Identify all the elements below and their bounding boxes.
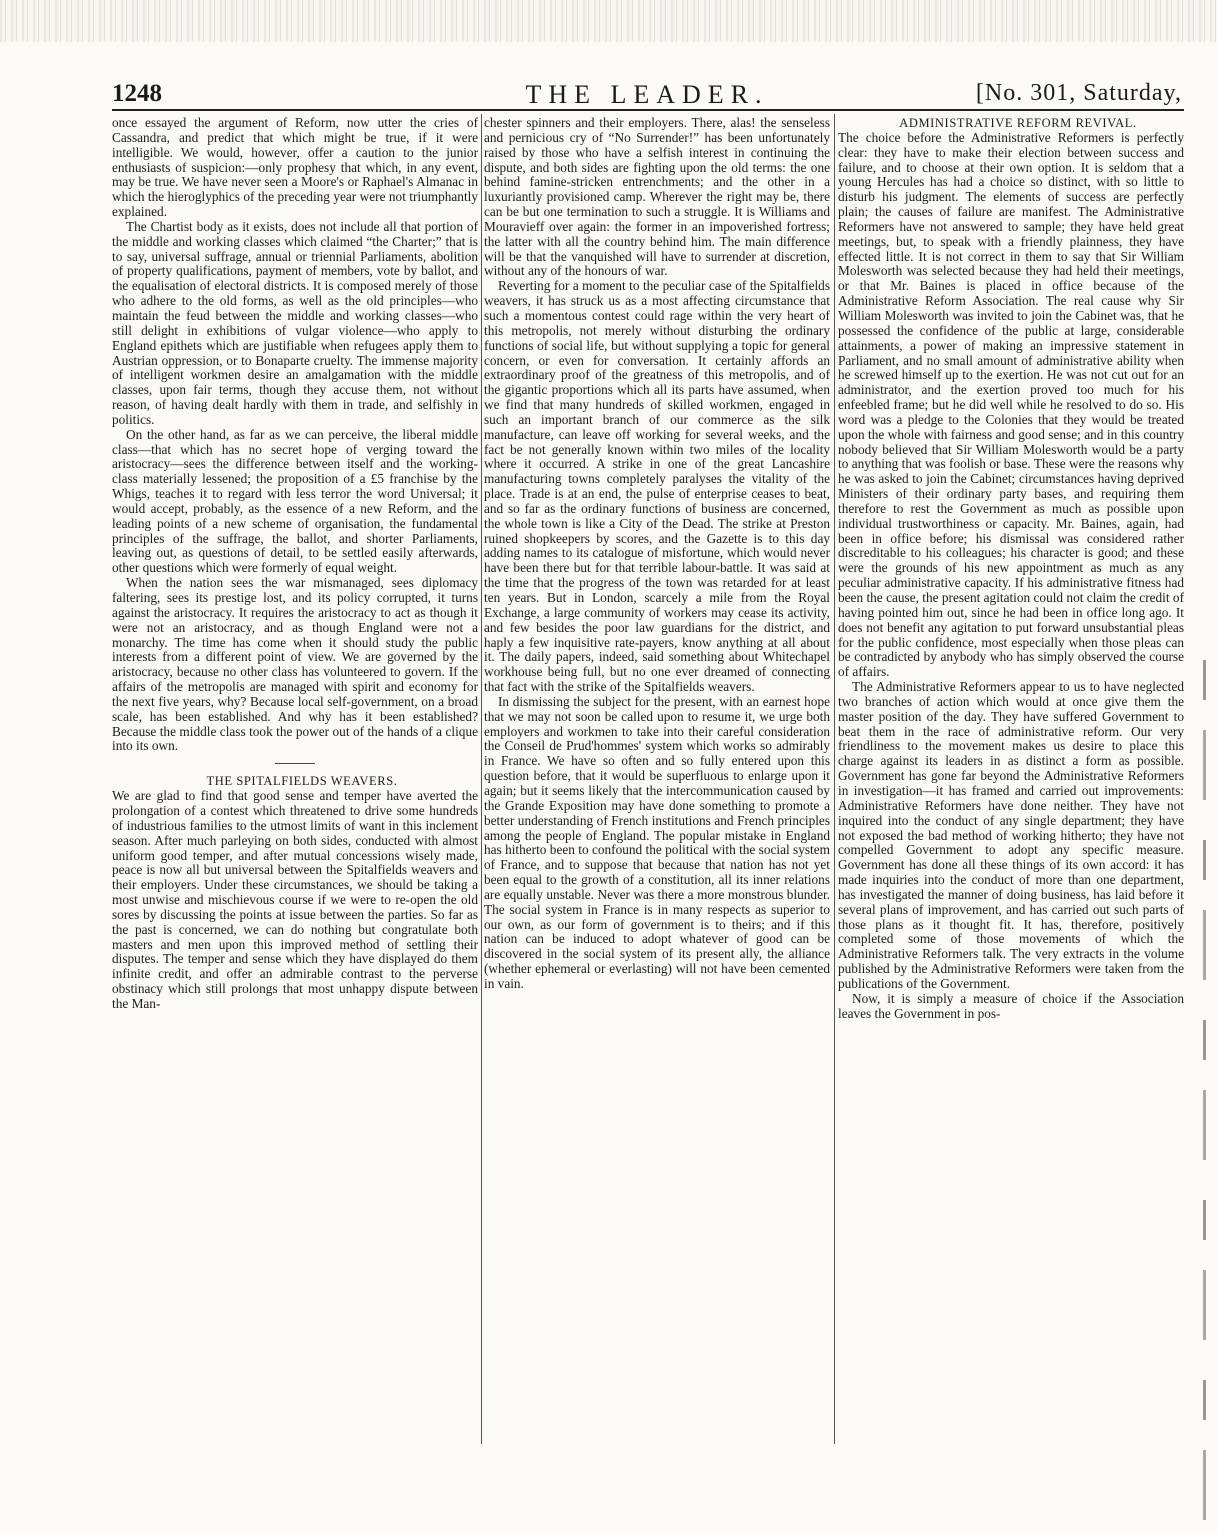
article-paragraph: In dismissing the subject for the present, with an earnest hope that we may not soon be called upon to resume it, we urge both employers and workmen to take into their careful consideration the Conseil de Prud'hommes' system which works so admirably in France. We have so often and so fully entered upon this question before, that it would be superfluous to enlarge upon it again; but it seems likely that the intercommunication caused by the Grande Exposition may have done something to promote a better understanding of French institutions and French principles among the people of England. The popular mistake in England has hitherto been to confound the political with the social system of France, and to suppose that because that nation has not yet been equal to the growth of a constitution, all its inner relations are equally unstable. Never was there a more monstrous blunder. The social system in France is in many respects as superior to our own, as our form of government is to theirs; and if this nation can be induced to adopt whatever of good can be discovered in the social system of its present ally, the alliance (whether ephemeral or everlasting) will not have been cemented in vain. <box>484 693 830 991</box>
page-header <box>112 80 1182 110</box>
column-divider-2 <box>834 114 835 1444</box>
scan-edge-marks <box>1203 660 1206 1530</box>
column-3 <box>838 116 1184 1446</box>
article-paragraph: once essayed the argument of Reform, now utter the cries of Cassandra, and predict that which might be true, if it were intelligible. We would, however, offer a caution to the junior enthusiasts of suspicion:—only prophesy that which, in any event, may be true. We have never seen a Moore's or Raphael's Almanac in which the hieroglyphics of the preceding year were not triumphantly explained. <box>112 116 478 220</box>
page-number: 1248 <box>112 80 162 107</box>
article-paragraph: The Chartist body as it exists, does not include all that portion of the middle and working classes which claimed “the Charter;” that is to say, universal suffrage, annual or triennial Parliaments, abolition of property qualifications, payment of members, vote by ballot, and the equalisation of electoral districts. It is composed merely of those who adhere to the old forms, as well as the old principles—who maintain the feud between the middle and working classes—who still delight in exhibitions of vulgar violence—who apply to England epithets which are justifiable when refugees apply them to Austrian oppression, or to Bonaparte cruelty. The immense majority of intelligent workmen desire an amalgamation with the middle classes, upon fair terms, though they accuse them, not without reason, of having dealt hardly with them in trade, and selfishly in politics. <box>112 218 478 427</box>
article-paragraph: chester spinners and their employers. There, alas! the senseless and pernicious cry of “No Surrender!” has been unfortunately raised by those who have a selfish interest in continuing the dispute, and both sides are fighting upon the old terms: the one behind famine-stricken entrenchments; and the other in a luxuriantly provisioned camp. Wherever the right may be, there can be but one termination to such a struggle. It is Williams and Mouravieff over again: the former in an impoverished fortress; the latter with all the country behind him. The main difference will be that the vanquished will have to surrender at discretion, without any of the honours of war. <box>484 116 830 279</box>
header-rule <box>112 109 1184 111</box>
article-paragraph: The choice before the Administrative Reformers is perfectly clear: they have to make their election between success and failure, and to choose at their own option. It is seldom that a young Hercules has had a choice so distinct, with so little to disturb his judgment. The elements of success are perfectly plain; the causes of failure are manifest. The Administrative Reformers have not answered to sample; they have held great meetings, but, to speak with a friendly plainness, they have effected little. It is not correct in them to say that Sir William Molesworth was selected because they had held their meetings, or that Mr. Baines is placed in office because of the Administrative Reform Association. The real cause why Sir William Molesworth was invited to join the Cabinet was, that he possessed the confidence of the public at large, considerable attainments, a power of making an impressive statement in Parliament, and no small amount of administrative ability when he screwed himself up to the exertion. He was not cut out for an administrator, and the exertion proved too much for his enfeebled frame; but he did well while he resolved to do so. His word was a pledge to the Colonies that they would be treated upon the whole with fairness and good sense; and in this country nobody believed that Sir William Molesworth would be a party to anything that was foolish or base. These were the reasons why he was asked to join the Cabinet; circumstances having deprived Ministers of their ordinary party bases, and requiring them therefore to rest the Government as much as possible upon individual trustworthiness or capacity. Mr. Baines, again, had been in office before; his dismissal was considered rather discreditable to his colleagues; his character is good; and these were the grounds of his new appointment as much as any peculiar administrative capacity. If his administrative fitness had been the cause, the present agitation could not claim the credit of having pointed him out, since he had been in office long ago. It does not benefit any agitation to put forward unsubstantial pleas for the public confidence, most especially when those pleas can be contradicted by anybody who has simply observed the course of affairs. <box>838 129 1184 680</box>
section-heading: ADMINISTRATIVE REFORM REVIVAL. <box>899 116 1137 130</box>
scan-edge-texture <box>0 0 1217 42</box>
column-divider-1 <box>481 114 482 1444</box>
article-paragraph: When the nation sees the war mismanaged, sees diplomacy faltering, sees its prestige lost, and its policy corrupted, it turns against the aristocracy. It requires the aristocracy to act as though it were not an aristocracy, and as though England were not a monarchy. The time has come when it should study the public interests from a different point of view. We are governed by the aristocracy, because no other class has volunteered to govern. If the affairs of the metropolis are managed with spirit and economy for the next five years, why? Because local self-government, on a broad scale, has been established. And why has it been established? Because the middle class took the power out of the hands of a clique into its own. <box>112 575 478 754</box>
article-paragraph: We are glad to find that good sense and temper have averted the prolongation of a contest which threatened to drive some hundreds of industrious families to the utmost limits of want in this inclement season. After much parleying on both sides, conducted with almost uniform good temper, and after mutual concessions wisely made, peace is now all but universal between the Spitalfields weavers and their employers. Under these circumstances, we should be taking a most unwise and mischievous course if we were to re-open the old sores by discussing the points at issue between the parties. So far as the past is concerned, we can do nothing but congratulate both masters and men upon this improved method of settling their disputes. The temper and sense which they have displayed do them infinite credit, and offer an admirable contrast to the perverse obstinacy which still prolongs that most unhappy dispute between the Man- <box>112 788 478 1011</box>
masthead: THE LEADER. <box>525 80 769 109</box>
column-2 <box>484 116 830 1446</box>
column-1 <box>112 116 478 1446</box>
section-heading: THE SPITALFIELDS WEAVERS. <box>206 774 398 789</box>
article-paragraph: On the other hand, as far as we can perceive, the liberal middle class—that which has no secret hope of verging toward the aristocracy—sees the difference between itself and the working-class materially lessened; the proposition of a £5 franchise by the Whigs, teaches it to regard with less terror the word Universal; it would accept, probably, as the essence of a new Reform, and the leading points of a new scheme of organisation, the fundamental principles of the suffrage, the ballot, and shorter Parliaments, leaving out, as questions of detail, to be settled easily afterwards, other questions which were formerly of equal weight. <box>112 426 478 576</box>
section-separator <box>275 763 315 764</box>
issue-label: [No. 301, Saturday, <box>975 80 1182 106</box>
article-paragraph: Now, it is simply a measure of choice if the Association leaves the Government in pos- <box>838 990 1184 1021</box>
article-paragraph: Reverting for a moment to the peculiar case of the Spitalfields weavers, it has struck us as a most affecting circumstance that such a momentous contest could rage within the very heart of this metropolis, not merely without disturbing the ordinary functions of social life, but without supplying a topic for general concern, or even for conversation. It certainly affords an extraordinary proof of the greatness of this metropolis, and of the gigantic proportions which all its parts have assumed, when we find that many hundreds of skilled workmen, engaged in such an important branch of our commerce as the silk manufacture, can leave off working for several weeks, and the fact be not generally known within two miles of the locality where it occurred. A strike in one of the great Lancashire manufacturing towns completely paralyses the vitality of the place. Trade is at an end, the pulse of enterprise ceases to beat, and so far as the ordinary functions of business are concerned, the whole town is like a City of the Dead. The strike at Preston ruined shopkeepers by scores, and the Gazette is to this day adding names to its catalogue of misfortune, which would never have been there but for that terrible labour-battle. It was said at the time that the progress of the town was retarded for at least ten years. But in London, scarcely a mile from the Royal Exchange, a large community of workers may cease its activity, and few besides the poor law guardians for the district, and haply a few inquisitive rate-payers, know anything at all about it. The daily papers, indeed, said something about Whitechapel workhouse being full, but no one ever dreamed of connecting that fact with the strike of the Spitalfields weavers. <box>484 278 830 695</box>
article-paragraph: The Administrative Reformers appear to us to have neglected two branches of action which would at once give them the master position of the day. They have suffered Government to beat them in the race of administrative reform. Our very friendliness to the movement makes us desire to place this charge against its leaders in as distinct a form as possible. Government has gone far beyond the Administrative Reformers in investigation—it has framed and carried out improvements: Administrative Reformers have done neither. They have not inquired into the conduct of any single department; they have not exposed the bad method of working hitherto; they have not compelled Government to adopt any specific measure. Government has done all these things of its own accord: it has made inquiries into the conduct of more than one department, has investigated the manner of doing business, has laid before it several plans of improvement, and has carried out such parts of those plans as it thought fit. It has, therefore, positively completed some of those movements of which the Administrative Reformers talk. The very extracts in the volume published by the Administrative Reformers were taken from the publications of the Government. <box>838 679 1184 991</box>
